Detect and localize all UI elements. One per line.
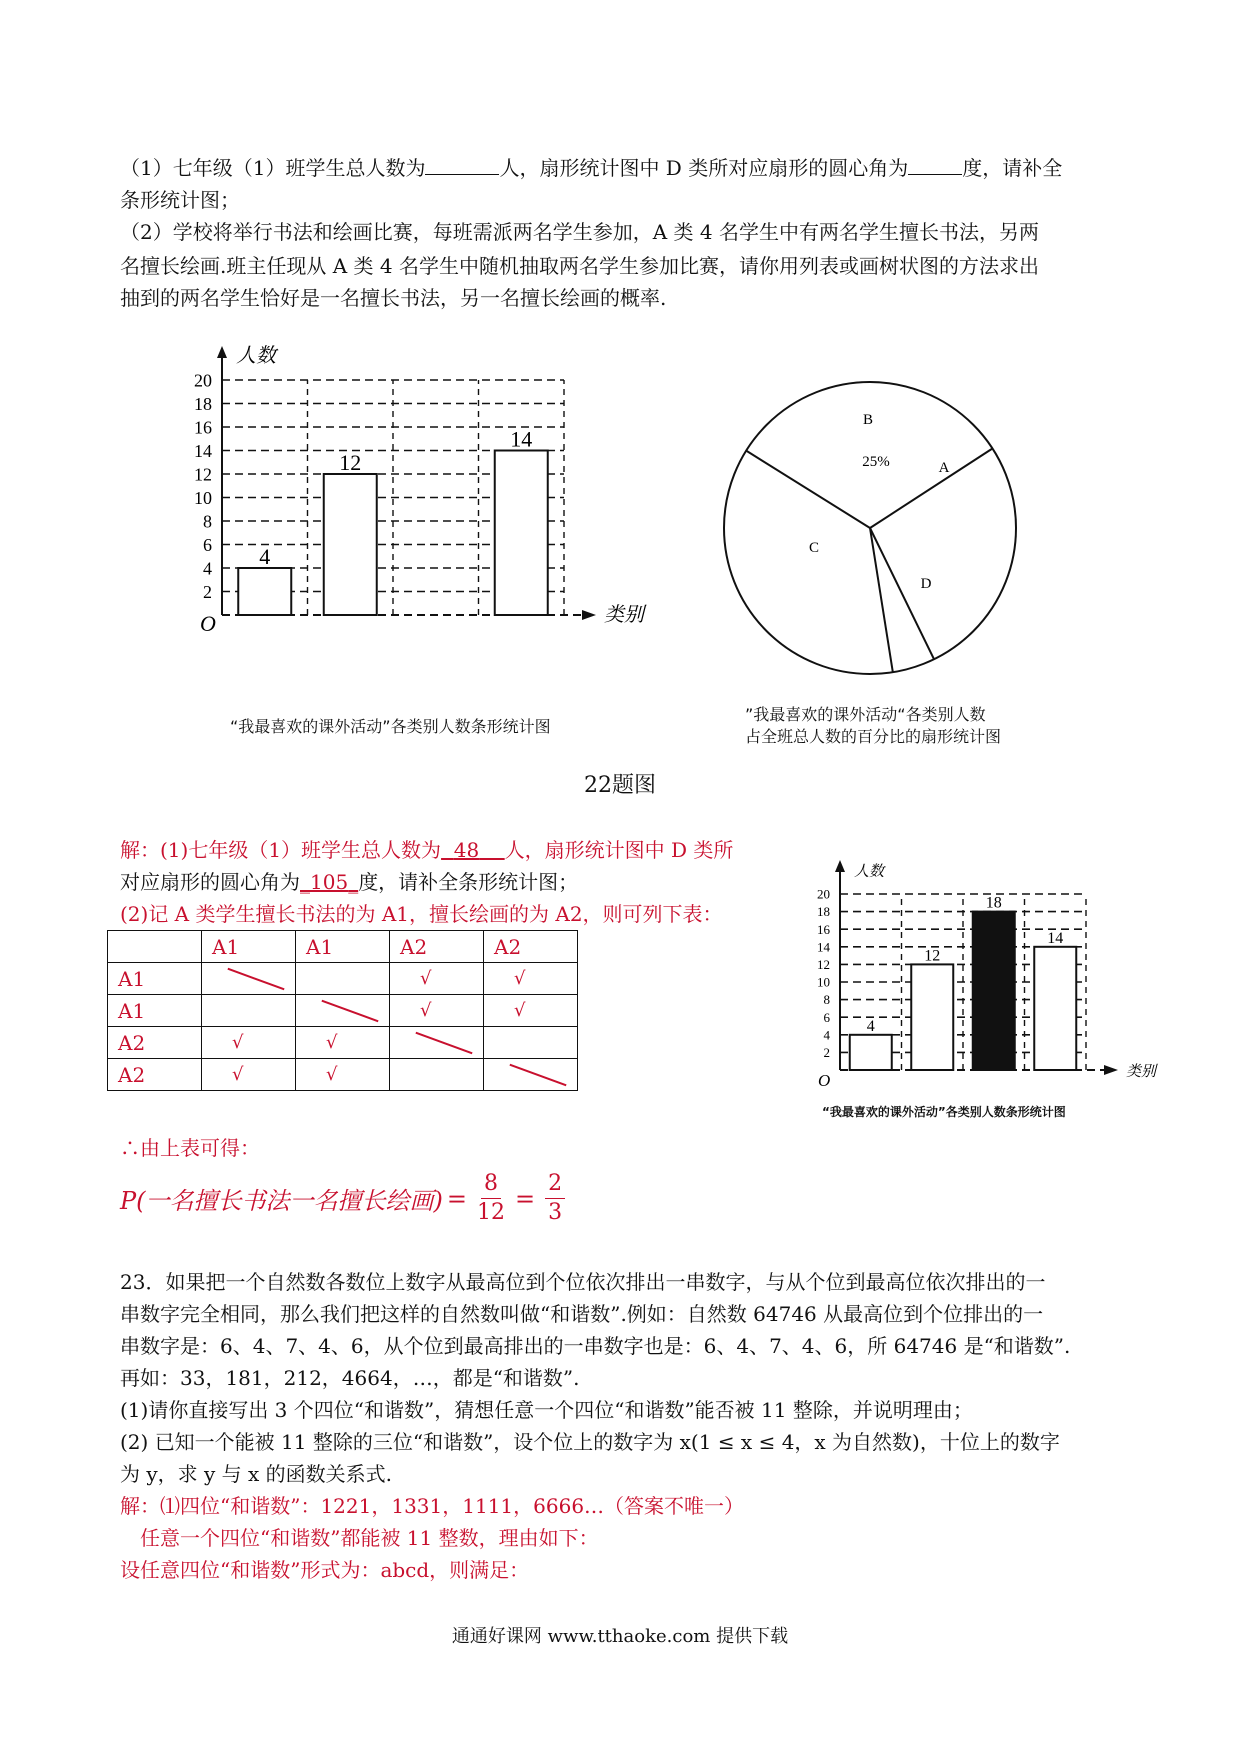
q22-part1-cont: 条形统计图； bbox=[120, 188, 240, 212]
table-cell bbox=[484, 1059, 578, 1091]
bar-value-label: 4 bbox=[259, 544, 271, 569]
probability-formula bbox=[120, 1170, 571, 1227]
table-cell: √ bbox=[296, 1027, 390, 1059]
bar-value-label: 14 bbox=[1047, 929, 1064, 947]
table-cell bbox=[202, 995, 296, 1027]
origin-label: O bbox=[818, 1071, 831, 1090]
table-cell bbox=[390, 1059, 484, 1091]
table-row bbox=[108, 963, 578, 995]
table-cell: A2 bbox=[108, 1027, 202, 1059]
table-cell: √ bbox=[202, 1027, 296, 1059]
q22-part2-line1: （2）学校将举行书法和绘画比赛，每班需派两名学生参加，A 类 4 名学生中有两名学生擅长书法，另两 bbox=[120, 220, 1039, 244]
table-row bbox=[108, 1059, 578, 1091]
bar-chart-original bbox=[180, 340, 644, 700]
y-tick-label: 18 bbox=[817, 904, 830, 920]
y-tick-label: 2 bbox=[203, 581, 212, 602]
figure-title: 22题图 bbox=[584, 773, 656, 798]
table-cell: A1 bbox=[108, 995, 202, 1027]
pie-slice-label: B bbox=[862, 412, 874, 428]
pie-slice-label: D bbox=[920, 576, 932, 592]
y-tick-label: 20 bbox=[817, 886, 830, 902]
pie-percent-label: 25% bbox=[862, 454, 890, 470]
solution22-line1: 解：(1)七年级（1）班学生总人数为 48 人，扇形统计图中 D 类所 bbox=[120, 838, 734, 862]
q23-line6: (2) 已知一个能被 11 整除的三位“和谐数”，设个位上的数字为 x(1 ≤ x ≤ 4，x 为自然数)，十位上的数字 bbox=[120, 1430, 1060, 1454]
diagonal-strike bbox=[227, 968, 284, 990]
diagonal-strike bbox=[415, 1032, 472, 1054]
y-tick-label: 14 bbox=[194, 440, 212, 461]
pie-slice-label: C bbox=[808, 540, 820, 556]
table-cell: A1 bbox=[202, 931, 296, 963]
table-cell: √ bbox=[390, 995, 484, 1027]
diagonal-strike bbox=[509, 1064, 566, 1086]
q23-solution-line3: 设任意四位“和谐数”形式为：abcd，则满足： bbox=[120, 1558, 530, 1582]
table-cell: √ bbox=[390, 963, 484, 995]
y-axis-arrow bbox=[217, 346, 227, 358]
bar bbox=[911, 964, 953, 1070]
bar-value-label: 14 bbox=[510, 426, 533, 452]
pie-slice-label: A bbox=[938, 460, 950, 476]
bar-chart-completed bbox=[800, 810, 1190, 1100]
table-cell: A1 bbox=[108, 963, 202, 995]
y-tick-label: 8 bbox=[203, 511, 212, 532]
x-axis-arrow bbox=[1104, 1065, 1118, 1075]
y-axis-label: 人数 bbox=[236, 345, 276, 367]
x-axis-label: 类别 bbox=[1126, 1064, 1157, 1080]
y-tick-label: 14 bbox=[817, 939, 830, 955]
outcome-table bbox=[107, 930, 578, 1091]
y-tick-label: 10 bbox=[817, 974, 830, 990]
table-cell: A2 bbox=[390, 931, 484, 963]
q23-solution-line1: 解：⑴四位“和谐数”：1221，1331，1111，6666…（答案不唯一） bbox=[120, 1494, 745, 1518]
solution22-line3: (2)记 A 类学生擅长书法的为 A1，擅长绘画的为 A2，则可列下表： bbox=[120, 902, 723, 926]
y-tick-label: 4 bbox=[823, 1027, 830, 1043]
answer-total: 48 bbox=[453, 838, 480, 862]
bar bbox=[973, 912, 1015, 1070]
table-cell: A2 bbox=[108, 1059, 202, 1091]
table-cell: A2 bbox=[484, 931, 578, 963]
x-axis-label: 类别 bbox=[604, 604, 644, 626]
table-row bbox=[108, 1027, 578, 1059]
bar bbox=[238, 568, 291, 615]
q23-line1: 23．如果把一个自然数各数位上数字从最高位到个位依次排出一串数字，与从个位到最高位依次排出的一 bbox=[120, 1270, 1046, 1294]
pie-chart-caption-line2: 占全班总人数的百分比的扇形统计图 bbox=[745, 727, 1002, 746]
table-cell: √ bbox=[484, 995, 578, 1027]
bar bbox=[1034, 947, 1076, 1070]
diagonal-strike bbox=[321, 1000, 378, 1022]
table-cell: √ bbox=[484, 963, 578, 995]
y-axis-label: 人数 bbox=[854, 864, 885, 880]
bar-value-label: 4 bbox=[866, 1017, 875, 1035]
y-tick-label: 16 bbox=[194, 417, 212, 438]
table-cell bbox=[202, 963, 296, 995]
bar-chart-completed-caption: “我最喜欢的课外活动”各类别人数条形统计图 bbox=[822, 1105, 1066, 1119]
pie-chart bbox=[720, 380, 1020, 680]
fraction-2-3: $\frac{2}{3}$ bbox=[545, 1170, 565, 1227]
y-axis-arrow bbox=[835, 860, 845, 872]
formula-eq2: = bbox=[514, 1184, 536, 1213]
q23-line4: 再如：33，181，212，4664，…，都是“和谐数”. bbox=[120, 1366, 580, 1390]
table-cell: √ bbox=[202, 1059, 296, 1091]
y-tick-label: 10 bbox=[194, 487, 212, 508]
table-cell bbox=[296, 963, 390, 995]
table-row bbox=[108, 995, 578, 1027]
formula-lhs: P(一名擅长书法一名擅长绘画) bbox=[120, 1187, 443, 1215]
solution22-line2: 对应扇形的圆心角为_105_度，请补全条形统计图； bbox=[120, 870, 579, 894]
pie-chart-caption-line1: ”我最喜欢的课外活动“各类别人数 bbox=[745, 705, 986, 724]
table-cell bbox=[296, 995, 390, 1027]
x-axis-arrow bbox=[582, 610, 596, 620]
table-cell bbox=[390, 1027, 484, 1059]
table-cell bbox=[484, 1027, 578, 1059]
q22-part1: （1）七年级（1）班学生总人数为 人，扇形统计图中 D 类所对应扇形的圆心角为 度，请补全 bbox=[120, 156, 1063, 180]
y-tick-label: 20 bbox=[194, 370, 212, 391]
page-footer: 通通好课网 www.tthaoke.com 提供下载 bbox=[451, 1626, 789, 1647]
y-tick-label: 18 bbox=[194, 393, 212, 414]
q23-solution-line2: 任意一个四位“和谐数”都能被 11 整数，理由如下： bbox=[140, 1526, 599, 1550]
q22-part2-line3: 抽到的两名学生恰好是一名擅长书法，另一名擅长绘画的概率. bbox=[120, 286, 667, 310]
table-cell: √ bbox=[296, 1059, 390, 1091]
q23-line3: 串数字是：6、4、7、4、6，从个位到最高排出的一串数字也是：6、4、7、4、6，所 64746 是“和谐数”. bbox=[120, 1334, 1071, 1358]
formula-eq: = bbox=[446, 1184, 467, 1213]
bar-chart-original-caption: “我最喜欢的课外活动”各类别人数条形统计图 bbox=[230, 717, 551, 736]
y-tick-label: 2 bbox=[823, 1044, 830, 1060]
y-tick-label: 8 bbox=[823, 992, 830, 1008]
y-tick-label: 12 bbox=[817, 956, 830, 972]
bar-value-label: 12 bbox=[339, 450, 362, 475]
q23-line5: (1)请你直接写出 3 个四位“和谐数”，猜想任意一个四位“和谐数”能否被 11 整除，并说明理由； bbox=[120, 1398, 973, 1422]
bar-value-label: 18 bbox=[985, 894, 1002, 912]
table-cell: A1 bbox=[296, 931, 390, 963]
table-cell bbox=[108, 931, 202, 963]
y-tick-label: 6 bbox=[823, 1009, 830, 1025]
q23-line2: 串数字完全相同，那么我们把这样的自然数叫做“和谐数”.例如：自然数 64746 从最高位到个位排出的一 bbox=[120, 1302, 1044, 1326]
y-tick-label: 12 bbox=[194, 464, 212, 485]
y-tick-label: 4 bbox=[203, 558, 212, 579]
bar bbox=[324, 474, 377, 615]
q22-part2-line2: 名擅长绘画.班主任现从 A 类 4 名学生中随机抽取两名学生参加比赛，请你用列表或画树状图的方法求出 bbox=[120, 254, 1039, 278]
conclusion-line: ∴由上表可得： bbox=[120, 1136, 260, 1160]
bar bbox=[495, 451, 548, 616]
answer-angle: _105_ bbox=[300, 870, 359, 894]
fraction-8-12: $\frac{8}{12}$ bbox=[476, 1171, 505, 1225]
origin-label: O bbox=[200, 611, 216, 636]
bar-value-label: 12 bbox=[924, 947, 941, 965]
y-tick-label: 6 bbox=[203, 534, 212, 555]
y-tick-label: 16 bbox=[817, 921, 830, 937]
table-header-row bbox=[108, 931, 578, 963]
bar bbox=[850, 1035, 892, 1070]
q23-line7: 为 y，求 y 与 x 的函数关系式. bbox=[120, 1462, 393, 1486]
